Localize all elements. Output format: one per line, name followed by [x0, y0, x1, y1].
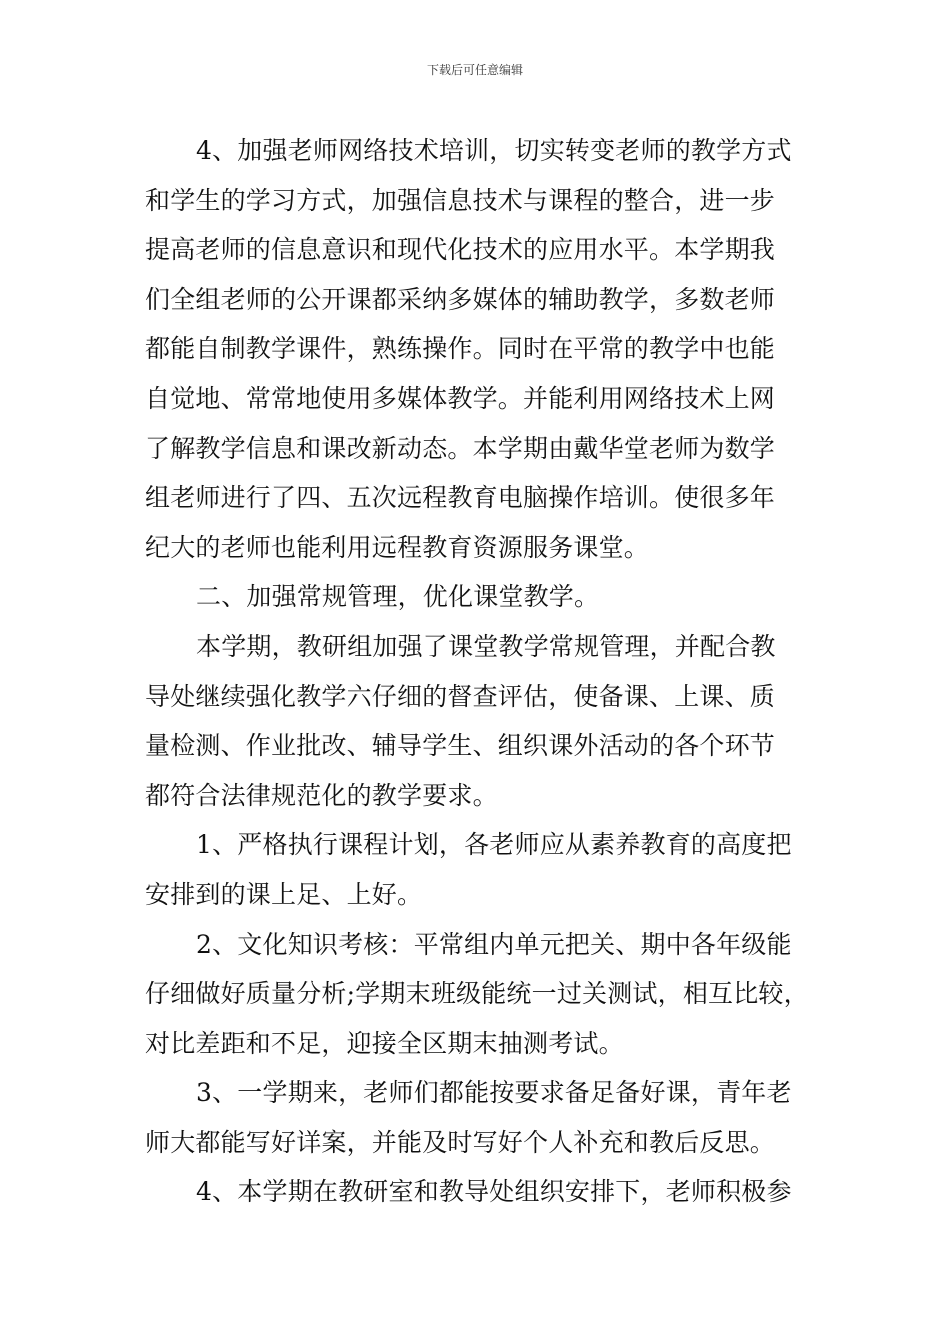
- text-line: 量检测、作业批改、辅导学生、组织课外活动的各个环节: [145, 731, 776, 761]
- text-line: 1、严格执行课程计划，各老师应从素养教育的高度把: [196, 830, 792, 860]
- text-line: 导处继续强化教学六仔细的督查评估，使备课、上课、质: [145, 681, 776, 711]
- text-line: 了解教学信息和课改新动态。本学期由戴华堂老师为数学: [145, 433, 776, 463]
- text-line: 自觉地、常常地使用多媒体教学。并能利用网络技术上网: [145, 383, 776, 413]
- text-line: 4、本学期在教研室和教导处组织安排下，老师积极参: [196, 1177, 792, 1207]
- text-line: 仔细做好质量分析;学期末班级能统一过关测试，相互比较，: [145, 979, 809, 1009]
- text-line: 都能自制教学课件，熟练操作。同时在平常的教学中也能: [145, 334, 776, 364]
- document-body: [145, 126, 815, 1217]
- section-heading: 二、加强常规管理，优化课堂教学。: [196, 582, 600, 612]
- text-line: 和学生的学习方式，加强信息技术与课程的整合，进一步: [145, 185, 776, 215]
- page-header: 下载后可任意编辑: [426, 63, 523, 77]
- text-line: 安排到的课上足、上好。: [145, 879, 423, 909]
- text-line: 们全组老师的公开课都采纳多媒体的辅助教学，多数老师: [145, 284, 776, 314]
- text-line: 师大都能写好详案，并能及时写好个人补充和教后反思。: [145, 1127, 776, 1157]
- text-line: 都符合法律规范化的教学要求。: [145, 780, 498, 810]
- text-line: 组老师进行了四、五次远程教育电脑操作培训。使很多年: [145, 483, 776, 513]
- text-line: 对比差距和不足，迎接全区期末抽测考试。: [145, 1028, 624, 1058]
- text-line: 2、文化知识考核：平常组内单元把关、期中各年级能: [196, 929, 792, 959]
- text-line: 本学期，教研组加强了课堂教学常规管理，并配合教: [196, 631, 776, 661]
- text-line: 提高老师的信息意识和现代化技术的应用水平。本学期我: [145, 235, 776, 265]
- text-line: 3、一学期来，老师们都能按要求备足备好课，青年老: [196, 1078, 792, 1108]
- text-line: 4、加强老师网络技术培训，切实转变老师的教学方式: [196, 136, 792, 165]
- text-line: 纪大的老师也能利用远程教育资源服务课堂。: [145, 532, 650, 562]
